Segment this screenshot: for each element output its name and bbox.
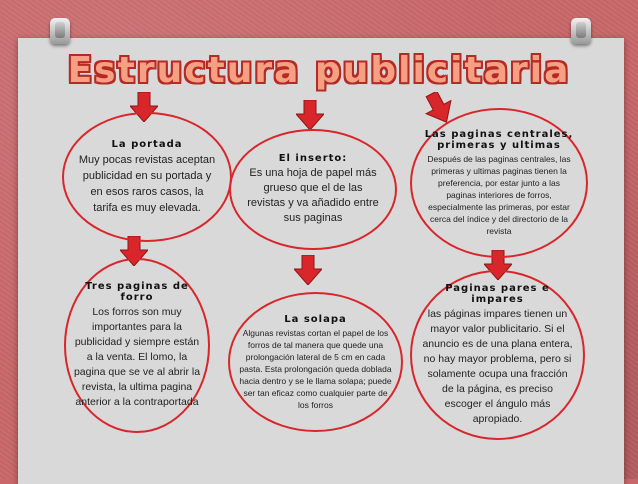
node-inserto (229, 129, 397, 250)
node-solapa-heading: La solapa (284, 313, 347, 325)
node-portada-body: Muy pocas revistas aceptan publicidad en su portada y en esos raros casos, la tarifa es muy elevada. (78, 153, 216, 214)
node-centrales-heading: Las paginas centrales, primeras y ultimas (424, 129, 574, 151)
node-pares (410, 270, 585, 440)
node-pares-body: las páginas impares tienen un mayor valor publicitario. Si el anuncio es de una plana entera, no hay mayor problema, pero si solamente ocupa una fracción de la página, es preciso escoger el ángulo más apropiado. (422, 308, 573, 425)
right-clip-icon (571, 18, 591, 44)
node-inserto-body: Es una hoja de papel más grueso que el de las revistas y va añadido entre sus paginas (247, 167, 379, 224)
left-clip-icon (50, 18, 70, 44)
arrow-down-solapa-icon (294, 255, 322, 285)
node-centrales (410, 108, 588, 258)
page-title: Estructura publicitaria (67, 50, 571, 91)
arrow-down-inserto-icon (296, 100, 324, 130)
node-solapa-body: Algunas revistas cortan el papel de los forros de tal manera que quede una prolongación lateral de 5 cm en cada pasta. Esta prolongación queda doblada hacia dentro y se le llama solapa; puede ser tan eficaz como cualquier parte de los forros (239, 327, 392, 410)
node-pares-heading: Paginas pares e impares (445, 283, 550, 305)
node-forro (64, 258, 210, 433)
node-forro-body: Los forros son muy importantes para la publicidad y siempre están a la venta. El lomo, la pagina que se ve al abrir la revista, la ultima pagina anterior a la contraportada (73, 306, 201, 408)
node-solapa (228, 292, 403, 432)
node-portada-heading: La portada (111, 138, 183, 150)
node-centrales-body: Después de las paginas centrales, las primeras y ultimas paginas tienen la preferencia, por estar junto a las paginas interiores de forros, especialmente las primeras, por estar cerca del índice y del directorio de la revista (427, 154, 571, 236)
node-forro-heading: Tres paginas de forro (85, 281, 189, 303)
node-portada (62, 112, 232, 242)
node-inserto-heading: El inserto: (278, 153, 348, 164)
